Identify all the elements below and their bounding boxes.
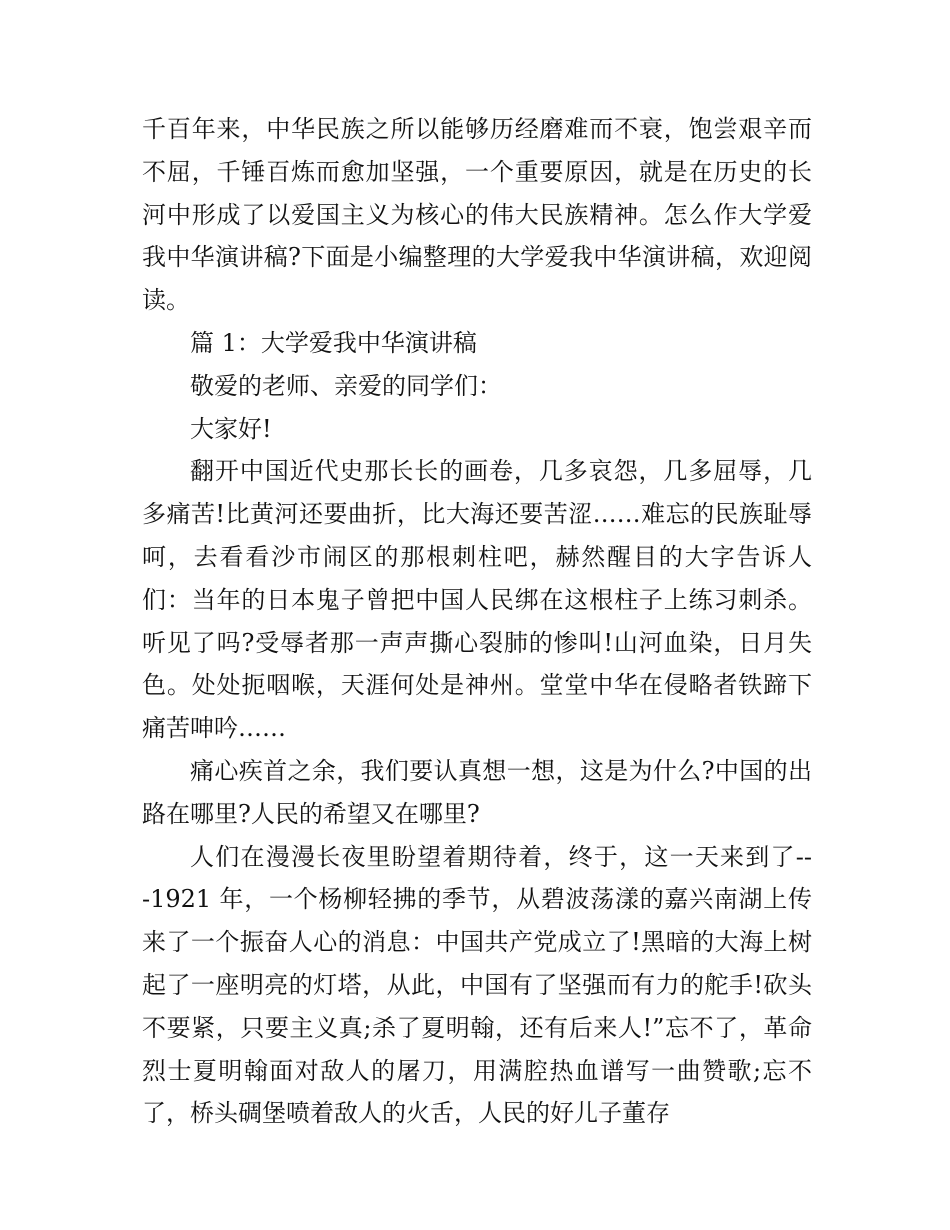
section-heading: 篇 1：大学爱我中华演讲稿 [190,328,477,357]
body-paragraph: 痛心疾首之余，我们要认真想一想，这是为什么?中国的出路在哪里?人民的希望又在哪里? [142,756,812,828]
body-paragraph: 翻开中国近代史那长长的画卷，几多哀怨，几多屈辱，几多痛苦!比黄河还要曲折，比大海还要苦涩……难忘的民族耻辱呵，去看看沙市闹区的那根刺柱吧，赫然醒目的大字告诉人们：当年的日本鬼子曾把中国人民绑在这根柱子上练习刺杀。听见了吗?受辱者那一声声撕心裂肺的惨叫!山河血染，日月失色。处处扼咽喉，天涯何处是神州。堂堂中华在侵略者铁蹄下痛苦呻吟…… [142,457,812,743]
intro-paragraph: 千百年来，中华民族之所以能够历经磨难而不衰，饱尝艰辛而不屈，千锤百炼而愈加坚强，一个重要原因，就是在历史的长河中形成了以爱国主义为核心的伟大民族精神。怎么作大学爱我中华演讲稿?下面是小编整理的大学爱我中华演讲稿，欢迎阅读。 [142,115,812,315]
greeting: 大家好! [190,414,272,443]
salutation: 敬爱的老师、亲爱的同学们： [190,371,502,400]
document-page [142,108,812,1135]
body-paragraph: 人们在漫漫长夜里盼望着期待着，终于，这一天来到了---1921 年，一个杨柳轻拂的季节，从碧波荡漾的嘉兴南湖上传来了一个振奋人心的消息：中国共产党成立了!黑暗的大海上树起了一座明亮的灯塔，从此，中国有了坚强而有力的舵手!砍头不要紧，只要主义真;杀了夏明翰，还有后来人!”忘不了，革命烈士夏明翰面对敌人的屠刀，用满腔热血谱写一曲赞歌;忘不了，桥头碉堡喷着敌人的火舌，人民的好儿子董存 [142,842,812,1128]
